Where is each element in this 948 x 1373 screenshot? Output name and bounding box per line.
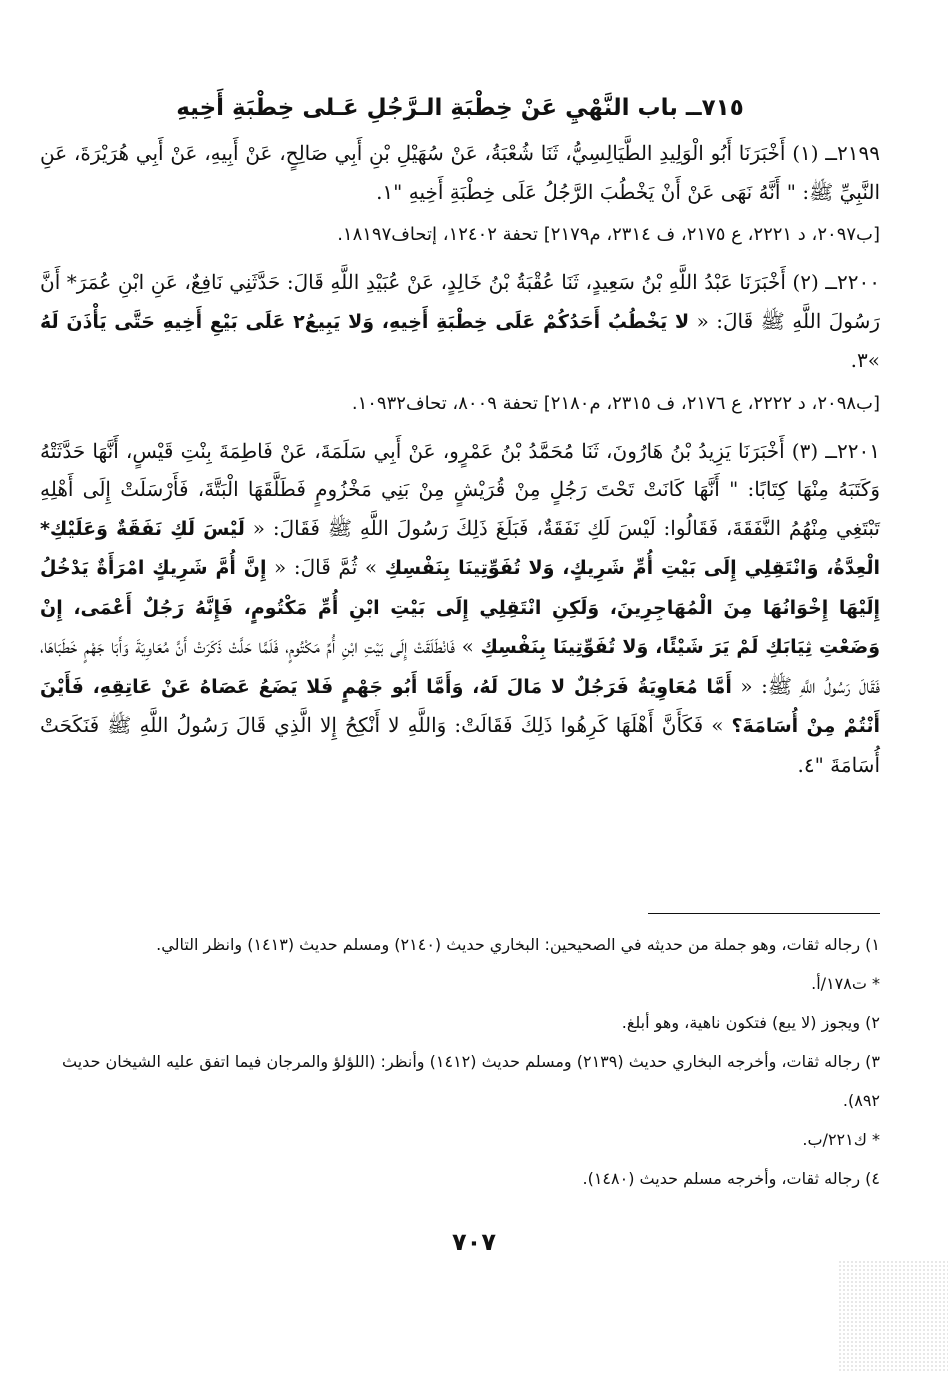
page-number: ٧٠٧ [452,1228,496,1256]
hadith-2200-matn: لا يَخْطُبُ أَحَدُكُمْ عَلَى خِطْبَةِ أَخِيهِ، وَلا يَبِيعُ٢ عَلَى بَيْعِ أَخِيهِ حَتَّى يَأْذَنَ لَهُ [40,310,690,333]
footnote-2: ٢) ويجوز (لا يبع) فتكون ناهية، وهو أبلغ. [621,1013,880,1032]
hadith-2201-part-1: ٢٢٠١ــ (٣) أَخْبَرَنَا يَزِيدُ بْنُ هَارُونَ، ثَنَا مُحَمَّدُ بْنُ عَمْرٍو، عَنْ أَبِي سَلَمَةَ، عَنْ فَاطِمَةَ بِنْتِ قَيْسٍ، أَنَّهَا حَدَّثَتْهُ وَكَتَبَهُ مِنْهَا كِتَابًا: " أَنَّهَا كَانَتْ تَحْتَ رَجُلٍ مِنْ قُرَيْشٍ مِنْ بَنِي مَخْزُومٍ فَطَلَّقَهَا الْبَتَّةَ، فَأَرْسَلَتْ إِلَى أَهْلِهِ تَبْتَغِي مِنْهُمُ النَّفَقَةَ، فَقَالُوا: لَيْسَ لَكِ نَفَقَةٌ، فَبَلَغَ ذَلِكَ رَسُولَ اللَّهِ ﷺ فَقَالَ: « [40,438,881,540]
footnote-4: ٤) رجاله ثقات، وأخرجه مسلم حديث (١٤٨٠). [582,1169,880,1188]
footnote-marker-t178: * ت١٧٨/أ. [811,974,880,993]
hadith-2199: ٢١٩٩ــ (١) أَخْبَرَنَا أَبُو الْوَلِيدِ الطَّيَالِسِيُّ، ثَنَا شُعْبَةُ، عَنْ سُهَيْلِ بْنِ أَبِي صَالِحٍ، عَنْ أَبِيهِ، عَنْ أَبِي هُرَيْرَةَ، عَنِ النَّبِيِّ ﷺ: " أَنَّهُ نَهَى عَنْ أَنْ يَخْطُبَ الرَّجُلُ عَلَى خِطْبَةِ أَخِيهِ "١. [40,141,880,204]
hadith-2201-part-3: » فَانْطَلَقَتْ إِلَى بَيْتِ ابْنِ أُمِّ مَكْتُومٍ، فَلَمَّا حَلَّتْ ذَكَرَتْ أَنَّ مُعَاوِيَةَ وَأَبَا جَهْمٍ خَطَبَاهَا، فَقَالَ رَسُولُ اللَّهِ ﷺ: « [40,634,880,698]
footnote-1: ١) رجاله ثقات، وهو جملة من حديثه في الصحيحين: البخاري حديث (٢١٤٠) ومسلم حديث (١٤١٣) وانظر التالي. [156,935,880,954]
hadith-2201-part-4: » فَكَأَنَّ أَهْلَهَا كَرِهُوا ذَلِكَ فَقَالَتْ: وَاللَّهِ لا أَنْكِحُ إِلا الَّذِي قَالَ رَسُولُ اللَّهِ ﷺ فَنَكَحَتْ أُسَامَةَ "٤. [40,713,880,777]
footnote-3: ٣) رجاله ثقات، وأخرجه البخاري حديث (٢١٣٩) ومسلم حديث (١٤١٢) وأنظر: (اللؤلؤ والمرجان فيما اتفق عليه الشيخان حديث ٨٩٢). [62,1052,880,1110]
footnotes [62,925,880,1198]
hadith-2200-isnad: ٢٢٠٠ــ (٢) أَخْبَرَنَا عَبْدُ اللَّهِ بْنُ سَعِيدٍ، ثَنَا عُقْبَةُ بْنُ خَالِدٍ، عَنْ عُبَيْدِ اللَّهِ قَالَ: حَدَّثَنِي نَافِعٌ، عَنِ ابْنِ عُمَرَ* أَنَّ رَسُولَ اللَّهِ ﷺ قَالَ: « [40,270,880,333]
chapter-heading: ٧١٥ــ باب النَّهْيِ عَنْ خِطْبَةِ الـرَّجُلِ عَـلى خِطْبَةِ أَخِيهِ [176,95,744,121]
hadith-2200-end: »٣. [850,348,880,372]
main-text-block [40,88,880,784]
hadith-2200 [40,263,880,380]
hadith-2201-part-2: » ثُمَّ قَالَ: « [266,555,385,579]
hadith-2200-reference: [ب٢٠٩٨، د ٢٢٢٢، ع ٢١٧٦، ف ٢٣١٥، م٢١٨٠] تحفة ٨٠٠٩، تحاف١٠٩٣٢. [351,392,880,414]
footnote-separator [648,913,880,914]
hadith-2199-reference: [ب٢٠٩٧، د ٢٢٢١، ع ٢١٧٥، ف ٢٣١٤، م٢١٧٩] تحفة ١٢٤٠٢، إتحاف١٨١٩٧. [337,224,880,245]
scan-speckle-texture [838,1260,948,1373]
hadith-2201-quote-3: أَمَّا مُعَاوِيَةُ فَرَجُلٌ لا مَالَ لَهُ، وَأَمَّا أَبُو جَهْمٍ فَلا يَضَعُ عَصَاهُ عَنْ عَاتِقِهِ، فَأَيْنَ أَنْتُمْ مِنْ أُسَامَةَ؟ [40,675,880,737]
hadith-2201-quote-1: لَيْسَ لَكِ نَفَقَةٌ وَعَلَيْكِ* الْعِدَّةُ، وَانْتَقِلِي إِلَى بَيْتِ أُمِّ شَرِيكٍ، وَلا تُفَوِّتِينَا بِنَفْسِكِ [40,517,880,579]
hadith-2201-quote-2: إِنَّ أُمَّ شَرِيكٍ امْرَأَةٌ يَدْخُلُ إِلَيْهَا إِخْوَانُهَا مِنَ الْمُهَاجِرِينَ، وَلَكِنِ انْتَقِلِي إِلَى بَيْتِ ابْنِ أُمِّ مَكْتُومٍ، فَإِنَّهُ رَجُلٌ أَعْمَى، إِنْ وَضَعْتِ ثِيَابَكِ لَمْ يَرَ شَيْئًا، وَلا تُفَوِّتِينَا بِنَفْسِكِ [40,557,881,658]
hadith-2201 [40,432,880,785]
footnote-marker-k221: * ك٢٢١/ب. [802,1130,880,1149]
